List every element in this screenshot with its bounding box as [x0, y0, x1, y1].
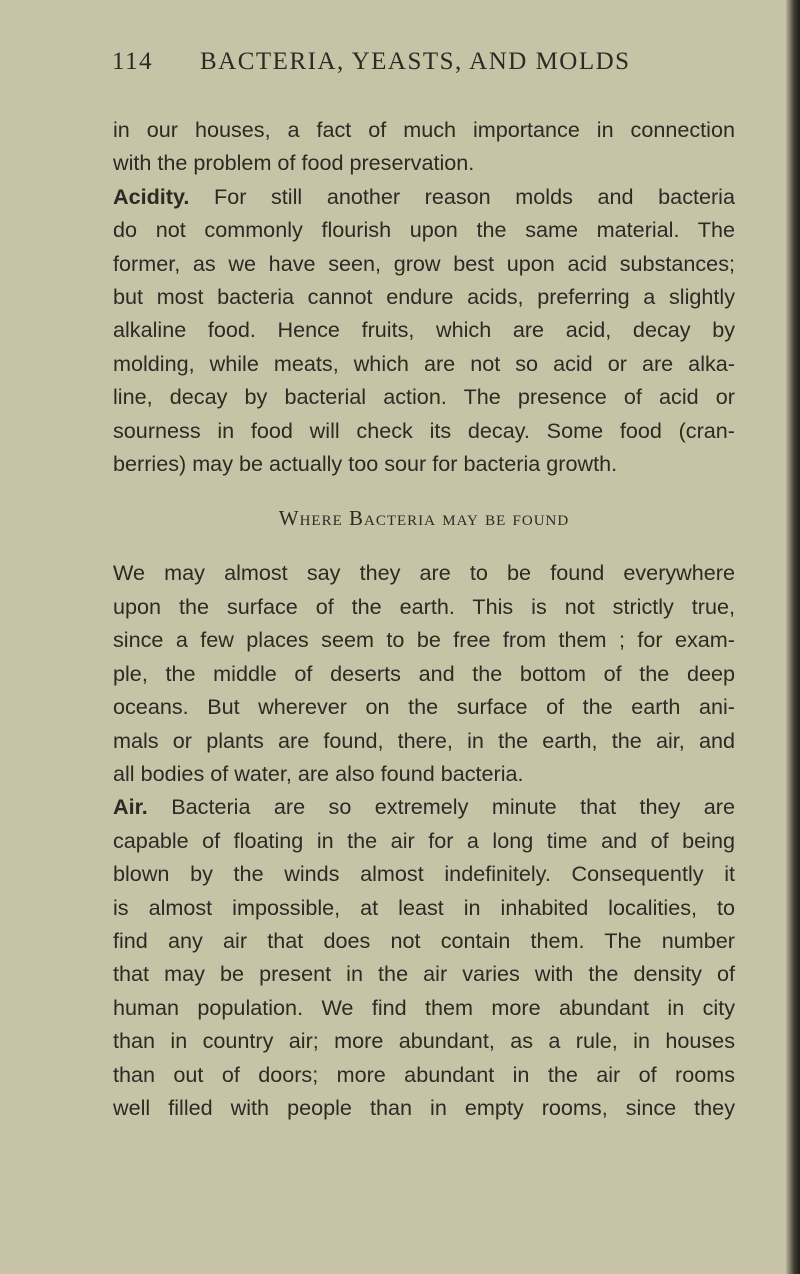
text-line: in our houses, a fact of much importance in connection	[113, 117, 735, 142]
text-line: human population. We find them more abundant in city	[113, 994, 735, 1020]
text-line: line, decay by bacterial action. The presence of acid or	[113, 384, 735, 410]
text-line: well filled with people than in empty rooms, since they	[113, 1094, 735, 1120]
paragraph-acidity-first-line	[113, 180, 735, 213]
text-line: upon the surface of the earth. This is not strictly true,	[113, 593, 735, 619]
text-line: sourness in food will check its decay. Some food (cran-	[113, 417, 735, 443]
text-line: than in country air; more abundant, as a rule, in houses	[113, 1028, 735, 1054]
text-line: than out of doors; more abundant in the air of rooms	[113, 1061, 735, 1087]
run-in-heading-air: Air.	[113, 794, 148, 820]
text-line: molding, while meats, which are not so acid or are alka-	[113, 350, 735, 376]
text-line: alkaline food. Hence fruits, which are acid, decay by	[113, 317, 735, 343]
text-line: We may almost say they are to be found everywhere	[113, 560, 735, 586]
page-edge-shadow	[786, 0, 800, 1274]
text-fragment: For still another reason molds and bacteria	[189, 183, 735, 209]
run-in-heading-acidity: Acidity.	[113, 183, 190, 209]
text-fragment: Bacteria are so extremely minute that they are	[147, 794, 735, 820]
text-line: blown by the winds almost indefinitely. Consequently it	[113, 861, 735, 887]
text-line: is almost impossible, at least in inhabited localities, to	[113, 894, 735, 920]
text-line: with the problem of food preservation.	[113, 150, 475, 176]
text-line: oceans. But wherever on the surface of the earth ani-	[113, 694, 735, 720]
section-heading: Where Bacteria may be found	[278, 506, 570, 531]
paragraph-air-first-line	[113, 790, 735, 823]
text-line: but most bacteria cannot endure acids, preferring a slightly	[113, 284, 735, 310]
body-text	[113, 113, 735, 1124]
text-line: that may be present in the air varies with the density of	[113, 961, 735, 987]
text-line: capable of floating in the air for a long time and of being	[113, 827, 735, 853]
text-line: ple, the middle of deserts and the bottom of the deep	[113, 660, 735, 686]
text-line: do not commonly flourish upon the same material. The	[113, 217, 735, 243]
text-line: find any air that does not contain them. The number	[113, 927, 735, 953]
text-line: berries) may be actually too sour for bacteria growth.	[113, 451, 618, 477]
text-line: former, as we have seen, grow best upon acid substances;	[113, 250, 735, 276]
running-head	[112, 48, 722, 84]
text-line: mals or plants are found, there, in the earth, the air, and	[113, 727, 735, 753]
text-line: all bodies of water, are also found bacteria.	[113, 760, 524, 786]
page-number: 114	[112, 48, 154, 75]
running-title: BACTERIA, YEASTS, AND MOLDS	[200, 48, 631, 75]
text-line: since a few places seem to be free from them ; for exam-	[113, 627, 735, 653]
